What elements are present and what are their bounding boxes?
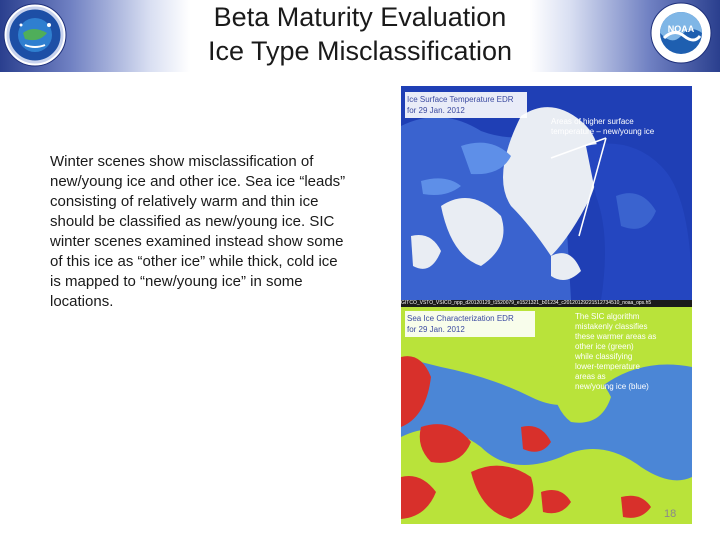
page-number: 18 bbox=[664, 508, 677, 520]
sic-note-line: mistakenly classifies bbox=[575, 322, 648, 331]
title-line-2: Ice Type Misclassification bbox=[207, 36, 513, 66]
sic-map-image bbox=[401, 307, 692, 524]
ist-label-line-1: Ice Surface Temperature EDR bbox=[407, 95, 514, 104]
ist-annotation-line-2: temperature – new/young ice bbox=[551, 127, 655, 136]
body-paragraph: Winter scenes show misclassification of new/young ice and other ice. Sea ice “leads” consisting of relatively warm and thin ice should be classified as new/young ice. SIC winter scenes examined instead show some of this ice as “other ice” while thick, cold ice is mapped to “new/young ice” in some locations. bbox=[50, 153, 346, 310]
granule-filename-strip: GITCO_VSTO_VSICO_npp_d20120129_t1520079_e1521321_b01234_c20120129221512734510_noaa_ops.h5 bbox=[401, 300, 692, 307]
noaa-logo-text: NOAA bbox=[667, 24, 695, 34]
sic-note-line: lower-temperature bbox=[575, 362, 640, 371]
ist-annotation-line-1: Areas of higher surface bbox=[551, 117, 634, 126]
sic-note-line: The SIC algorithm bbox=[575, 312, 640, 321]
sic-note-line: other ice (green) bbox=[575, 342, 634, 351]
sic-label-line-2: for 29 Jan. 2012 bbox=[407, 325, 465, 334]
sic-note-line: areas as bbox=[575, 372, 606, 381]
sic-note-line: while classifying bbox=[575, 352, 633, 361]
ist-label-line-2: for 29 Jan. 2012 bbox=[407, 106, 465, 115]
sic-note-line: new/young ice (blue) bbox=[575, 382, 649, 391]
sic-label-line-1: Sea Ice Characterization EDR bbox=[407, 314, 514, 323]
sea-ice-characterization-map bbox=[401, 307, 692, 524]
title-line-1: Beta Maturity Evaluation bbox=[213, 2, 507, 32]
slide-title bbox=[0, 0, 720, 68]
sic-note-line: these warmer areas as bbox=[575, 332, 657, 341]
ice-surface-temperature-map bbox=[401, 86, 692, 300]
ist-map-image bbox=[401, 86, 692, 300]
